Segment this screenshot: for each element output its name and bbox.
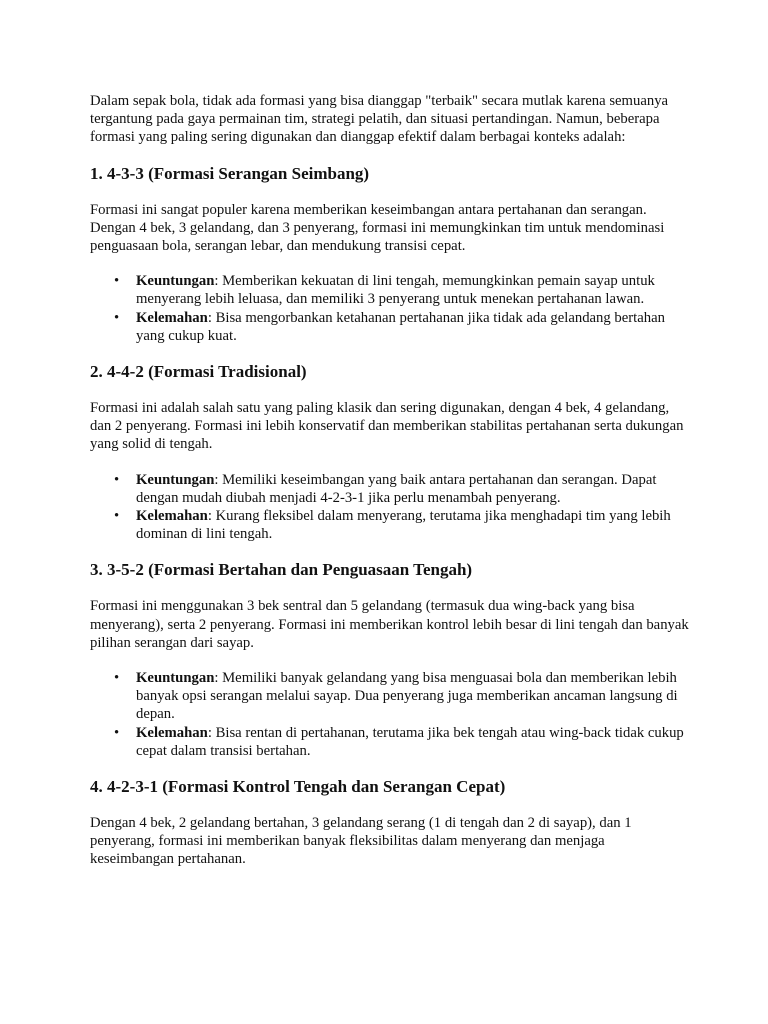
section-3-body: Formasi ini menggunakan 3 bek sentral dan 5 gelandang (termasuk dua wing-back yang bisa menyerang), serta 2 penyerang. Formasi ini memberikan kontrol lebih besar di lini tengah dan banyak pilihan serangan dari sayap. <box>90 598 689 651</box>
item-text: : Kurang fleksibel dalam menyerang, terutama jika menghadapi tim yang lebih dominan di lini tengah. <box>136 508 671 543</box>
section-2-heading: 2. 4-4-2 (Formasi Tradisional) <box>90 362 307 382</box>
bullet-icon: • <box>114 309 120 326</box>
bullet-icon: • <box>114 273 120 290</box>
list-item-advantage <box>114 471 690 507</box>
section-2-body: Formasi ini adalah salah satu yang paling klasik dan sering digunakan, dengan 4 bek, 4 gelandang, dan 2 penyerang. Formasi ini lebih konservatif dan memberikan stabilitas pertahanan serta dukungan yang solid di tengah. <box>90 400 684 453</box>
list-item-weakness <box>114 507 690 543</box>
intro-paragraph: Dalam sepak bola, tidak ada formasi yang bisa dianggap "terbaik" secara mutlak karena semuanya tergantung pada gaya permainan tim, strategi pelatih, dan situasi pertandingan. Namun, beberapa formasi yang paling sering digunakan dan dianggap efektif dalam berbagai konteks adalah: <box>90 93 669 146</box>
item-text: : Bisa rentan di pertahanan, terutama jika bek tengah atau wing-back tidak cukup cepat dalam transisi bertahan. <box>136 724 684 759</box>
bullet-icon: • <box>114 508 120 525</box>
list-item-advantage <box>114 272 690 308</box>
bullet-icon: • <box>114 471 120 488</box>
document-body <box>90 92 690 886</box>
section-2-list <box>90 471 690 544</box>
section-4-heading: 4. 4-2-3-1 (Formasi Kontrol Tengah dan Serangan Cepat) <box>90 777 506 797</box>
section-3-list <box>90 669 690 760</box>
section-3-heading: 3. 3-5-2 (Formasi Bertahan dan Penguasaan Tengah) <box>90 560 473 580</box>
section-1-heading: 1. 4-3-3 (Formasi Serangan Seimbang) <box>90 163 370 183</box>
list-item-weakness <box>114 724 690 760</box>
bullet-icon: • <box>114 724 120 741</box>
list-item-weakness <box>114 309 690 345</box>
item-label: Kelemahan <box>136 508 208 525</box>
item-label: Kelemahan <box>136 309 208 326</box>
item-text: : Bisa mengorbankan ketahanan pertahanan jika tidak ada gelandang bertahan yang cukup kuat. <box>136 309 665 344</box>
bullet-icon: • <box>114 670 120 687</box>
section-1-body: Formasi ini sangat populer karena memberikan keseimbangan antara pertahanan dan serangan. Dengan 4 bek, 3 gelandang, dan 3 penyerang, formasi ini memungkinkan tim untuk mendominasi penguasaan bola, serangan lebar, dan mendukung transisi cepat. <box>90 201 665 255</box>
item-text: : Memberikan kekuatan di lini tengah, memungkinkan pemain sayap untuk menyerang lebih leluasa, dan memiliki 3 penyerang untuk menekan pertahanan lawan. <box>136 273 655 308</box>
item-text: : Memiliki banyak gelandang yang bisa menguasai bola dan memberikan lebih banyak opsi serangan melalui sayap. Dua penyerang juga memberikan ancaman langsung di depan. <box>136 670 678 723</box>
item-label: Keuntungan <box>136 471 215 488</box>
item-label: Keuntungan <box>136 273 215 290</box>
item-text: : Memiliki keseimbangan yang baik antara pertahanan dan serangan. Dapat dengan mudah diubah menjadi 4-2-3-1 jika perlu menambah penyerang. <box>136 471 657 506</box>
item-label: Kelemahan <box>136 724 208 741</box>
item-label: Keuntungan <box>136 670 215 687</box>
list-item-advantage <box>114 669 690 724</box>
section-4-body: Dengan 4 bek, 2 gelandang bertahan, 3 gelandang serang (1 di tengah dan 2 di sayap), dan 1 penyerang, formasi ini memberikan banyak fleksibilitas dalam menyerang dan menjaga keseimbangan pertahanan. <box>90 815 632 868</box>
section-1-list <box>90 272 690 345</box>
